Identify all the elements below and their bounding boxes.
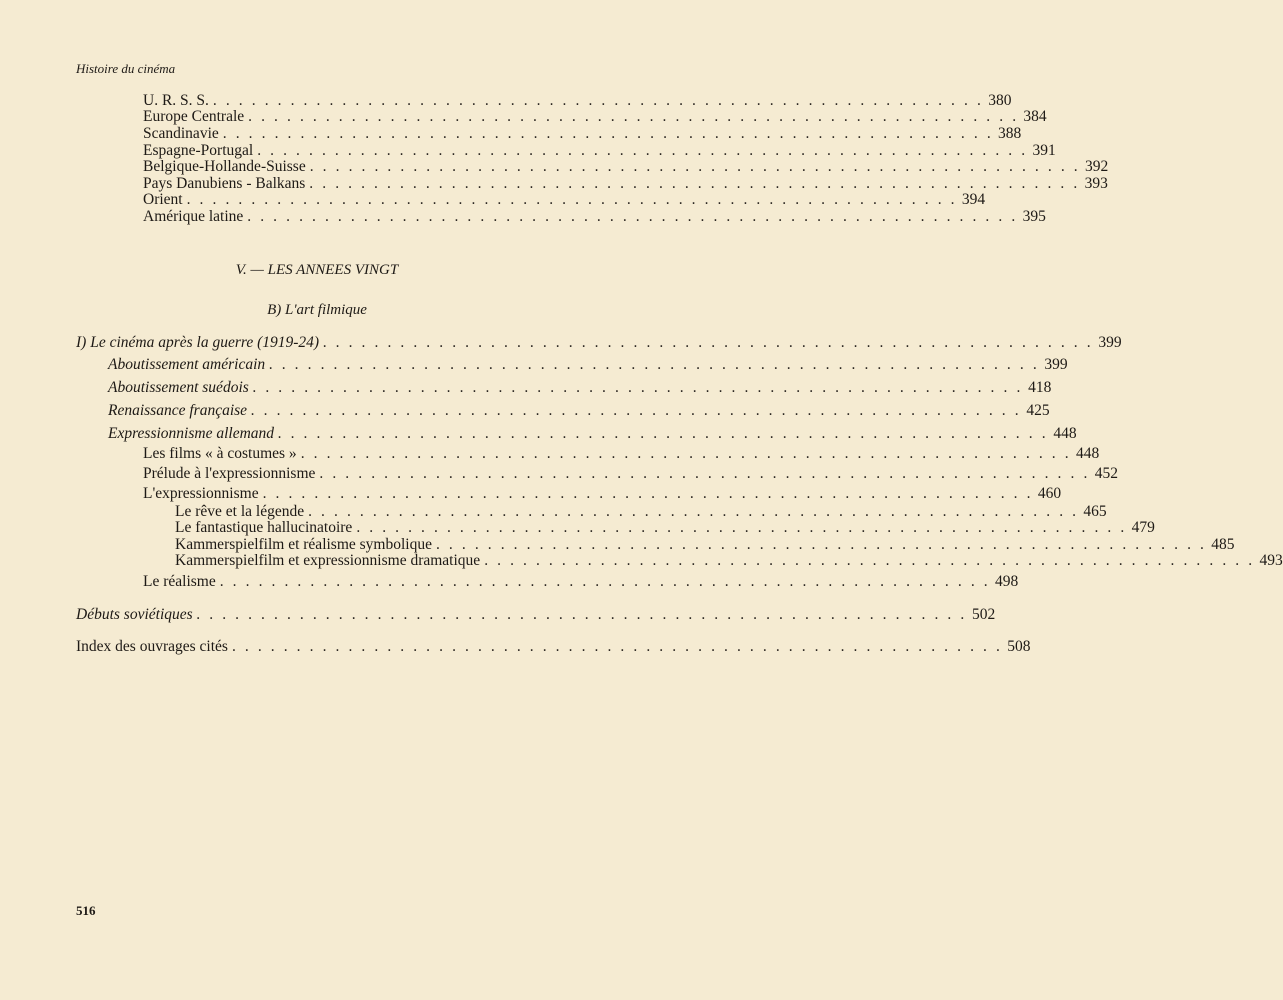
leader-dots: . . . . . . . . . . . . . . . . . . . . . . . . . . . . . . . . . . . . . . . . . . . . . . . . . . . . . . . . . . . . <box>319 465 1090 482</box>
toc-entry <box>143 465 1118 482</box>
toc-entry <box>143 485 1062 502</box>
toc-entry-label: Le fantastique hallucinatoire <box>175 519 353 536</box>
leader-dots: . . . . . . . . . . . . . . . . . . . . . . . . . . . . . . . . . . . . . . . . . . . . . . . . . . . . . . . . . . . . <box>252 379 1024 396</box>
toc-entry <box>175 503 1107 520</box>
toc-entry-page: 448 <box>1075 445 1100 462</box>
toc-entry-label: Renaissance française <box>108 402 248 419</box>
toc-entry-page: 452 <box>1094 465 1118 482</box>
toc-entry-page: 485 <box>1211 536 1235 553</box>
toc-entry-label: Scandinavie <box>143 125 219 142</box>
leader-dots: . . . . . . . . . . . . . . . . . . . . . . . . . . . . . . . . . . . . . . . . . . . . . . . . . . . . . . . . . . . . <box>231 638 1003 655</box>
leader-dots: . . . . . . . . . . . . . . . . . . . . . . . . . . . . . . . . . . . . . . . . . . . . . . . . . . . . . . . . . . . . <box>186 191 958 208</box>
toc-entry-label: Les films « à costumes » <box>143 445 297 462</box>
toc-entry-label: Europe Centrale <box>143 108 245 125</box>
toc-entry <box>143 142 1056 159</box>
toc-entry-page: 384 <box>1023 108 1047 125</box>
toc-entry-page: 399 <box>1098 334 1122 351</box>
toc-entry-page: 388 <box>998 125 1022 142</box>
toc-entry-page: 418 <box>1028 379 1052 396</box>
toc-entry-page: 395 <box>1022 208 1046 225</box>
toc-entry-label: Aboutissement américain <box>108 356 266 373</box>
leader-dots: . . . . . . . . . . . . . . . . . . . . . . . . . . . . . . . . . . . . . . . . . . . . . . . . . . . . . . . . . . . . <box>356 519 1127 536</box>
toc-entry-label: Kammerspielfilm et expressionnisme dramatique <box>175 552 481 569</box>
toc-entry <box>143 191 986 208</box>
toc-entry-page: 493 <box>1259 552 1283 569</box>
toc-entry <box>108 379 1052 396</box>
toc-entry <box>143 125 1022 142</box>
leader-dots: . . . . . . . . . . . . . . . . . . . . . . . . . . . . . . . . . . . . . . . . . . . . . . . . . . . . . . . . . . . . <box>212 92 984 109</box>
toc-entry-label: L'expressionnisme <box>143 485 259 502</box>
leader-dots: . . . . . . . . . . . . . . . . . . . . . . . . . . . . . . . . . . . . . . . . . . . . . . . . . . . . . . . . . . . . <box>219 573 991 590</box>
toc-entry <box>143 573 1019 590</box>
toc-entry-page: 394 <box>961 191 986 208</box>
toc-entry <box>76 334 1122 351</box>
toc-entry-label: Kammerspielfilm et réalisme symbolique <box>175 536 432 553</box>
toc-entry-label: Amérique latine <box>143 208 244 225</box>
toc-entry-label: Prélude à l'expressionnisme <box>143 465 316 482</box>
leader-dots: . . . . . . . . . . . . . . . . . . . . . . . . . . . . . . . . . . . . . . . . . . . . . . . . . . . . . . . . . . . . <box>300 445 1072 462</box>
leader-dots: . . . . . . . . . . . . . . . . . . . . . . . . . . . . . . . . . . . . . . . . . . . . . . . . . . . . . . . . . . . . <box>309 175 1080 192</box>
toc-entry-page: 448 <box>1053 425 1077 442</box>
toc-entry <box>108 356 1068 373</box>
toc-entry <box>175 536 1235 553</box>
toc-entry <box>175 552 1283 569</box>
leader-dots: . . . . . . . . . . . . . . . . . . . . . . . . . . . . . . . . . . . . . . . . . . . . . . . . . . . . . . . . . . . . <box>309 158 1081 175</box>
toc-entry-label: Orient <box>143 191 183 208</box>
leader-dots: . . . . . . . . . . . . . . . . . . . . . . . . . . . . . . . . . . . . . . . . . . . . . . . . . . . . . . . . . . . . <box>323 334 1094 351</box>
toc-entry <box>76 606 996 623</box>
toc-entry-label: Expressionnisme allemand <box>108 425 275 442</box>
section-heading: V. — LES ANNEES VINGT <box>235 262 399 278</box>
toc-entry-page: 498 <box>995 573 1019 590</box>
toc-entry-label: Débuts soviétiques <box>76 606 193 623</box>
leader-dots: . . . . . . . . . . . . . . . . . . . . . . . . . . . . . . . . . . . . . . . . . . . . . . . . . . . . . . . . . . . . <box>251 402 1022 419</box>
toc-entry-label: U. R. S. S. <box>143 92 209 109</box>
leader-dots: . . . . . . . . . . . . . . . . . . . . . . . . . . . . . . . . . . . . . . . . . . . . . . . . . . . . . . . . . . . . <box>308 503 1079 520</box>
toc-entry-page: 393 <box>1084 175 1108 192</box>
toc-entry <box>175 519 1155 536</box>
toc-entry-label: Le rêve et la légende <box>175 503 305 520</box>
toc-entry-page: 392 <box>1085 158 1109 175</box>
toc-entry-page: 479 <box>1131 519 1155 536</box>
running-head: Histoire du cinéma <box>76 61 176 76</box>
leader-dots: . . . . . . . . . . . . . . . . . . . . . . . . . . . . . . . . . . . . . . . . . . . . . . . . . . . . . . . . . . . . <box>222 125 994 142</box>
toc-entry-label: Espagne-Portugal <box>143 142 254 159</box>
subsection-heading: B) L'art filmique <box>267 302 367 318</box>
toc-entry <box>143 108 1047 125</box>
toc-entry-label: Belgique-Hollande-Suisse <box>143 158 306 175</box>
toc-entry-label: Pays Danubiens - Balkans <box>143 175 306 192</box>
toc-entry <box>143 175 1108 192</box>
leader-dots: . . . . . . . . . . . . . . . . . . . . . . . . . . . . . . . . . . . . . . . . . . . . . . . . . . . . . . . . . . . . <box>257 142 1028 159</box>
toc-entry <box>143 208 1046 225</box>
toc-entry-label: I) Le cinéma après la guerre (1919-24) <box>76 334 320 351</box>
leader-dots: . . . . . . . . . . . . . . . . . . . . . . . . . . . . . . . . . . . . . . . . . . . . . . . . . . . . . . . . . . . . <box>196 606 968 623</box>
leader-dots: . . . . . . . . . . . . . . . . . . . . . . . . . . . . . . . . . . . . . . . . . . . . . . . . . . . . . . . . . . . . <box>435 536 1207 553</box>
toc-entry-page: 425 <box>1026 402 1050 419</box>
toc-entry-page: 391 <box>1032 142 1056 159</box>
leader-dots: . . . . . . . . . . . . . . . . . . . . . . . . . . . . . . . . . . . . . . . . . . . . . . . . . . . . . . . . . . . . <box>269 356 1040 373</box>
leader-dots: . . . . . . . . . . . . . . . . . . . . . . . . . . . . . . . . . . . . . . . . . . . . . . . . . . . . . . . . . . . . <box>262 485 1034 502</box>
toc-entry-page: 465 <box>1083 503 1107 520</box>
toc-entry <box>76 638 1031 655</box>
toc-entry <box>143 445 1100 462</box>
leader-dots: . . . . . . . . . . . . . . . . . . . . . . . . . . . . . . . . . . . . . . . . . . . . . . . . . . . . . . . . . . . . <box>278 425 1049 442</box>
toc-entry-page: 460 <box>1037 485 1062 502</box>
toc-entry-label: Aboutissement suédois <box>108 379 249 396</box>
toc-entry-page: 399 <box>1044 356 1068 373</box>
toc-entry-label: Le réalisme <box>143 573 216 590</box>
leader-dots: . . . . . . . . . . . . . . . . . . . . . . . . . . . . . . . . . . . . . . . . . . . . . . . . . . . . . . . . . . . . <box>484 552 1255 569</box>
toc-entry <box>143 158 1109 175</box>
toc-entry-page: 380 <box>988 92 1012 109</box>
page-number: 516 <box>76 903 96 918</box>
toc-entry <box>108 402 1050 419</box>
toc-entry-label: Index des ouvrages cités <box>76 638 228 655</box>
leader-dots: . . . . . . . . . . . . . . . . . . . . . . . . . . . . . . . . . . . . . . . . . . . . . . . . . . . . . . . . . . . . <box>248 108 1019 125</box>
leader-dots: . . . . . . . . . . . . . . . . . . . . . . . . . . . . . . . . . . . . . . . . . . . . . . . . . . . . . . . . . . . . <box>247 208 1018 225</box>
toc-entry <box>143 92 1012 109</box>
toc-entry-page: 508 <box>1007 638 1031 655</box>
toc-entry-page: 502 <box>971 606 996 623</box>
toc-entry <box>108 425 1077 442</box>
